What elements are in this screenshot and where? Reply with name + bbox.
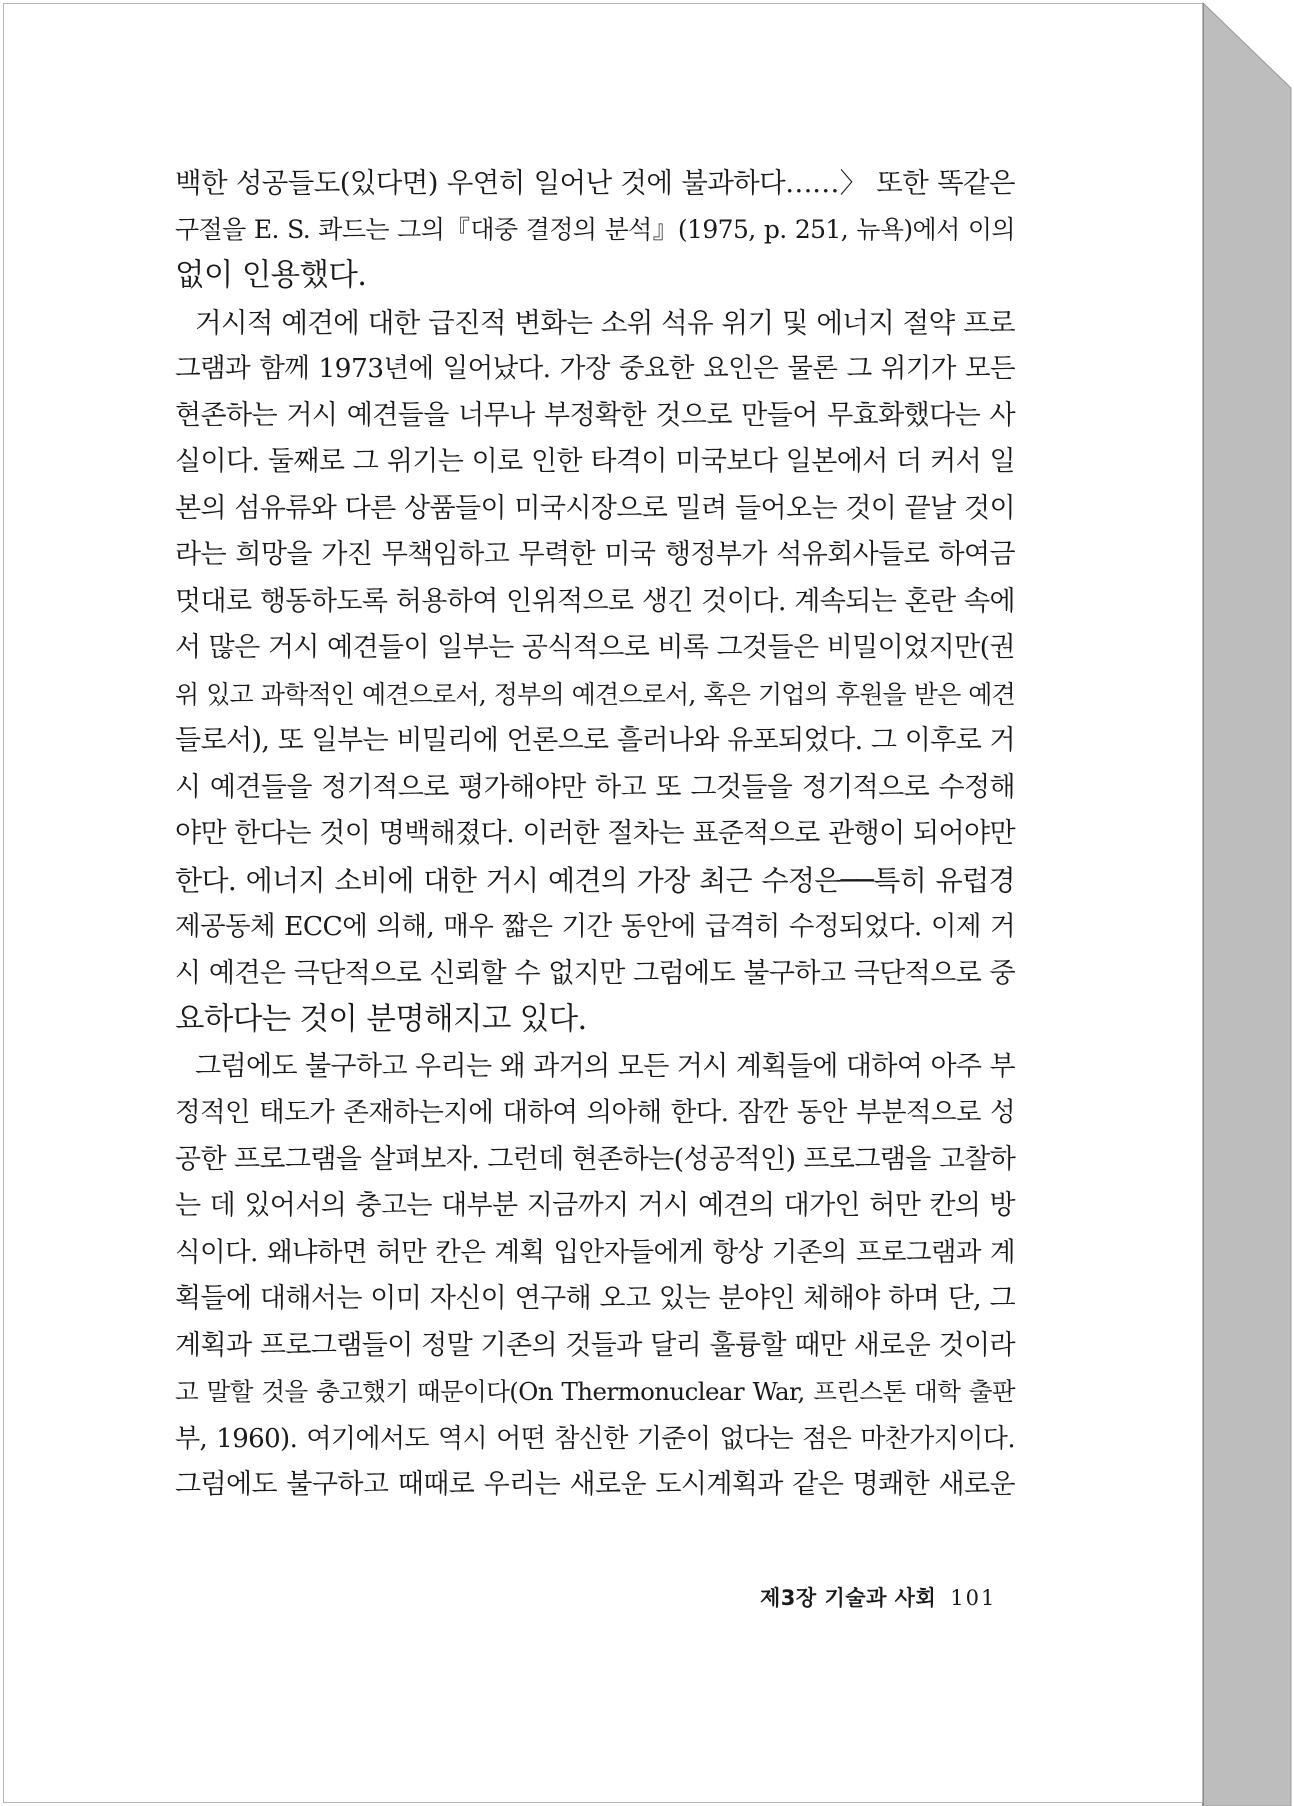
body-text [175,160,1015,1509]
text-line: 구절을 E. S. 콰드는 그의『대중 결정의 분석』(1975, p. 251, 뉴욕)에서 이의 [175,214,1015,244]
page-number: 101 [950,1586,997,1610]
text-line: 제공동체 ECC에 의해, 매우 짧은 기간 동안에 급격히 수정되었다. 이제 거 [175,911,1015,942]
text-line: 부, 1960). 여기에서도 역시 어떤 참신한 기준이 없다는 점은 마찬가지이다. [175,1423,1015,1454]
text-line: 서 많은 거시 예견들이 일부는 공식적으로 비록 그것들은 비밀이었지만(권 [175,632,1015,663]
text-line: 시 예견은 극단적으로 신뢰할 수 없지만 그럼에도 불구하고 극단적으로 중 [175,957,1015,989]
text-line: 계획과 프로그램들이 정말 기존의 것들과 달리 훌륭할 때만 새로운 것이라 [175,1329,1015,1361]
text-line: 요하다는 것이 분명해지고 있다. [175,1002,587,1037]
text-line: 그럼에도 불구하고 우리는 왜 과거의 모든 거시 계획들에 대하여 아주 부 [195,1050,1015,1082]
text-line: 없이 인용했다. [175,258,367,293]
text-line: 는 데 있어서의 충고는 대부분 지금까지 거시 예견의 대가인 허만 칸의 방 [175,1190,1015,1221]
page-footer [760,1582,996,1612]
text-line: 들로서), 또 일부는 비밀리에 언론으로 흘러나와 유포되었다. 그 이후로 거 [175,725,1015,756]
text-line: 그럼에도 불구하고 때때로 우리는 새로운 도시계획과 같은 명쾌한 새로운 [175,1469,1015,1500]
text-line: 그램과 함께 1973년에 일어났다. 가장 중요한 요인은 물론 그 위기가 모든 [175,353,1015,384]
text-line: 공한 프로그램을 살펴보자. 그런데 현존하는(성공적인) 프로그램을 고찰하 [175,1143,1016,1175]
text-line: 고 말할 것을 충고했기 때문이다(On Thermonuclear War, 프린스톤 대학 출판 [175,1377,1015,1406]
text-line: 획들에 대해서는 이미 자신이 연구해 오고 있는 분야인 체해야 하며 단, 그 [175,1283,1015,1314]
text-line: 식이다. 왜냐하면 허만 칸은 계획 입안자들에게 항상 기존의 프로그램과 계 [175,1236,1015,1268]
text-line: 정적인 태도가 존재하는지에 대하여 의아해 한다. 잠깐 동안 부분적으로 성 [175,1097,1015,1128]
text-line: 실이다. 둘째로 그 위기는 이로 인한 타격이 미국보다 일본에서 더 커서 일 [175,446,1015,477]
text-line: 멋대로 행동하도록 허용하여 인위적으로 생긴 것이다. 계속되는 혼란 속에 [175,585,1015,617]
text-line: 한다. 에너지 소비에 대한 거시 예견의 가장 최근 수정은──특히 유럽경 [175,863,1015,897]
text-line: 라는 희망을 가진 무책임하고 무력한 미국 행정부가 석유회사들로 하여금 [175,539,1015,570]
text-line: 거시적 예견에 대한 급진적 변화는 소위 석유 위기 및 에너지 절약 프로 [195,306,1015,339]
text-line: 야만 한다는 것이 명백해졌다. 이러한 절차는 표준적으로 관행이 되어야만 [175,818,1015,849]
chapter-title: 제3장 기술과 사회 [760,1586,937,1610]
text-line: 현존하는 거시 예견들을 너무나 부정확한 것으로 만들어 무효화했다는 사 [175,399,1015,431]
text-line: 위 있고 과학적인 예견으로서, 정부의 예견으로서, 혹은 기업의 후원을 받은 예견 [175,679,1015,709]
text-line: 본의 섬유류와 다른 상품들이 미국시장으로 밀려 들어오는 것이 끝날 것이 [175,492,1015,524]
text-line: 백한 성공들도(있다면) 우연히 일어난 것에 불과하다……〉 또한 똑같은 [175,167,1015,199]
text-line: 시 예견들을 정기적으로 평가해야만 하고 또 그것들을 정기적으로 수정해 [175,771,1015,803]
